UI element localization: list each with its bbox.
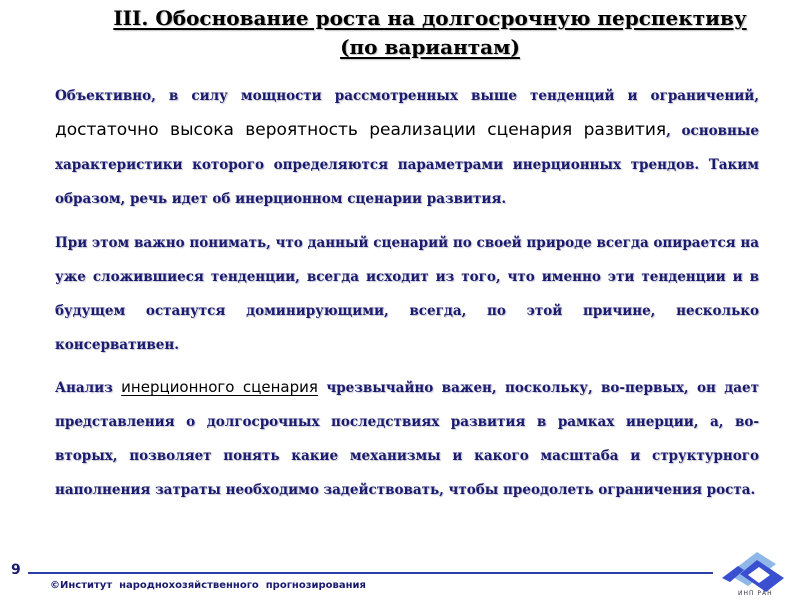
slide-title-line2: (по вариантам) (340, 35, 520, 59)
inertial-scenario-link[interactable]: инерционного сценария (121, 378, 318, 396)
paragraph-analysis (55, 370, 759, 507)
paragraph3-part1: Анализ (55, 380, 122, 396)
paragraph3-part2: чрезвычайно важен, поскольку, во-первых, он дает представления о долгосрочных последствиях развития в рамках инерции, а, во-вторых, позволяет понять какие механизмы и какого масштаба и структурного наполнения затраты необходимо задействовать, чтобы преодолеть ограничения роста. (55, 380, 759, 498)
paragraph1-part3: , основные характеристики которого определяются параметрами инерционных трендов. Таким образом, речь идет об инерционном сценарии развития. (55, 123, 759, 207)
page-number: 9 (11, 562, 21, 578)
slide-title (60, 4, 800, 62)
paragraph1-part1: Объективно, в силу мощности рассмотренных выше тенденций и ограничений, (55, 88, 759, 104)
footer-divider (28, 572, 713, 574)
logo-caption: ИНП РАН (738, 590, 773, 597)
paragraph1-emphasis: достаточно высока вероятность реализации сценария развития (55, 120, 667, 140)
paragraph-inertial-intro (55, 79, 759, 216)
footer-copyright: ©Институт народнохозяйственного прогнозирования (50, 580, 366, 591)
paragraph-conservative: При этом важно понимать, что данный сценарий по своей природе всегда опирается на уже сложившиеся тенденции, всегда исходит из того, что именно эти тенденции и в будущем останутся доминирующими, всегда, по этой причине, несколько консервативен. (55, 235, 759, 353)
slide-title-line1: III. Обоснование роста на долгосрочную перспективу (113, 6, 747, 30)
